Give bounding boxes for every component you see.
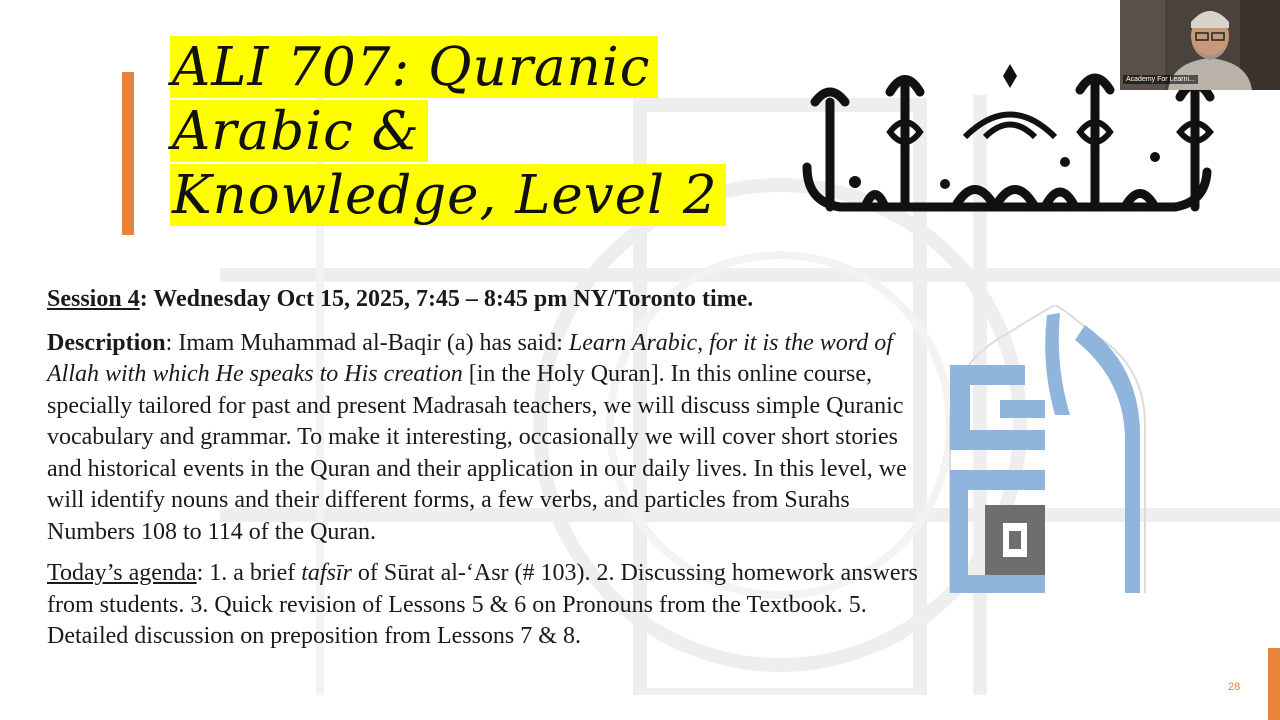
title-line-3: Knowledge, Level 2 [170,164,726,226]
agenda-label: Today’s agenda [47,560,197,586]
agenda-part-2: of Sūrat al-‘Asr (# 103). 2. Discussing homework answers from students. 3. Quick revision of Lessons 5 & 6 on Pronouns from the Textbook. 5. Detailed discussion on preposition from Lessons 7 & 8. [47,560,918,649]
title-accent-bar [122,72,134,235]
description-label: Description [47,329,166,356]
participant-video-tile[interactable] [1120,0,1280,90]
description-quote: Learn Arabic, for it is the word of Allah with which He speaks to His creation [47,329,893,387]
slide-page-number: 28 [1228,681,1241,693]
session-text: : Wednesday Oct 15, 2025, 7:45 – 8:45 pm NY/Toronto time. [139,286,754,312]
session-line [47,284,927,316]
participant-name-label: Academy For Learni... [1123,75,1198,84]
academy-logo-icon [945,305,1150,593]
slide-body [47,284,927,653]
session-label: Session 4 [47,286,140,312]
agenda-tafsir: tafsīr [301,560,352,586]
description-paragraph [47,328,927,549]
agenda-paragraph [47,558,927,653]
description-rest: [in the Holy Quran]. In this online course, specially tailored for past and present Madrasah teachers, we will discuss simple Quranic vocabulary and grammar. To make it interesting, occasionally we will cover short stories and historical events in the Quran and their application in our daily lives. In this level, we will identify nouns and their different forms, a few verbs, and particles from Surahs Numbers 108 to 114 of the Quran. [47,361,907,545]
description-intro: : Imam Muhammad al-Baqir (a) has said: [165,329,569,356]
corner-accent-bar [1268,648,1280,720]
agenda-part-1: : 1. a brief [196,560,302,586]
title-line-1: ALI 707: Quranic [170,36,658,98]
title-line-2: Arabic & [170,100,428,162]
slide-title [170,36,730,228]
